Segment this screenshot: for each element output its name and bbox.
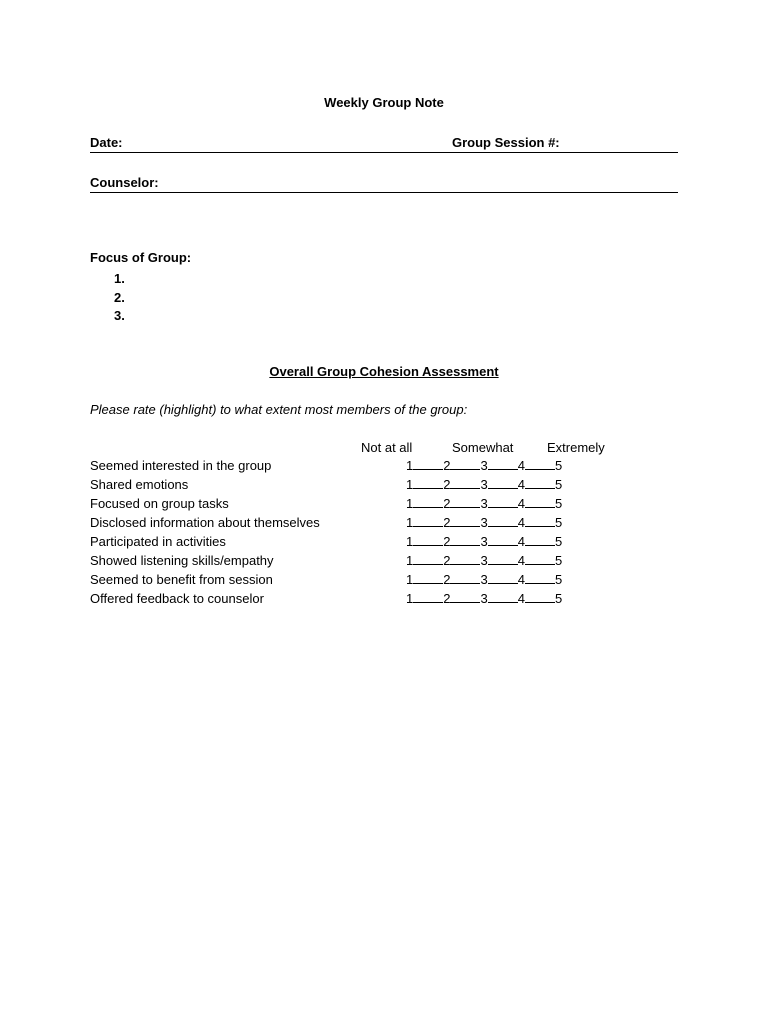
scale-blank-line	[413, 572, 443, 584]
rating-item-label: Disclosed information about themselves	[90, 515, 320, 530]
date-session-row	[90, 132, 678, 153]
rating-option[interactable]: 4	[517, 496, 525, 511]
scale-blank-line	[488, 515, 518, 527]
scale-blank-line	[525, 591, 555, 603]
scale-blank-line	[450, 477, 480, 489]
rating-option[interactable]: 1	[406, 515, 414, 530]
rating-option[interactable]: 3	[480, 553, 488, 568]
rating-scale[interactable]	[406, 515, 562, 530]
scale-blank-line	[525, 534, 555, 546]
rating-option[interactable]: 2	[443, 553, 451, 568]
scale-blank-line	[488, 534, 518, 546]
scale-blank-line	[450, 496, 480, 508]
scale-blank-line	[525, 458, 555, 470]
rating-scale[interactable]	[406, 477, 562, 492]
scale-blank-line	[450, 458, 480, 470]
rating-option[interactable]: 3	[480, 477, 488, 492]
scale-header-high: Extremely	[547, 440, 605, 455]
rating-item-label: Showed listening skills/empathy	[90, 553, 274, 568]
rating-item-label: Participated in activities	[90, 534, 226, 549]
focus-heading: Focus of Group:	[90, 250, 192, 265]
scale-blank-line	[488, 477, 518, 489]
rating-option[interactable]: 1	[406, 553, 414, 568]
rating-row	[0, 496, 768, 515]
scale-header-mid: Somewhat	[452, 440, 514, 455]
scale-blank-line	[413, 591, 443, 603]
rating-option[interactable]: 3	[480, 534, 488, 549]
rating-option[interactable]: 5	[554, 572, 563, 587]
rating-option[interactable]: 5	[554, 553, 563, 568]
rating-option[interactable]: 1	[406, 572, 414, 587]
rating-scale[interactable]	[406, 496, 562, 511]
rating-item-label: Seemed interested in the group	[90, 458, 272, 473]
rating-option[interactable]: 4	[517, 572, 525, 587]
scale-blank-line	[525, 572, 555, 584]
scale-blank-line	[488, 496, 518, 508]
document-title: Weekly Group Note	[324, 95, 444, 110]
rating-option[interactable]: 2	[443, 534, 451, 549]
rating-option[interactable]: 3	[480, 496, 488, 511]
scale-headers	[0, 440, 768, 458]
assessment-instructions: Please rate (highlight) to what extent most members of the group:	[90, 402, 468, 417]
rating-option[interactable]: 3	[480, 572, 488, 587]
rating-row	[0, 515, 768, 534]
rating-option[interactable]: 5	[554, 515, 563, 530]
focus-list	[114, 270, 125, 326]
rating-rows	[0, 458, 768, 610]
rating-item-label: Shared emotions	[90, 477, 189, 492]
rating-option[interactable]: 4	[517, 515, 525, 530]
rating-option[interactable]: 2	[443, 496, 451, 511]
rating-item-label: Focused on group tasks	[90, 496, 229, 511]
rating-row	[0, 477, 768, 496]
scale-blank-line	[450, 572, 480, 584]
rating-option[interactable]: 1	[406, 458, 414, 473]
scale-blank-line	[413, 458, 443, 470]
rating-scale[interactable]	[406, 591, 562, 606]
rating-option[interactable]: 4	[517, 553, 525, 568]
rating-option[interactable]: 4	[517, 477, 525, 492]
rating-option[interactable]: 1	[406, 534, 414, 549]
scale-blank-line	[450, 515, 480, 527]
rating-option[interactable]: 2	[443, 515, 451, 530]
rating-option[interactable]: 4	[517, 534, 525, 549]
rating-row	[0, 572, 768, 591]
scale-blank-line	[525, 553, 555, 565]
scale-blank-line	[488, 458, 518, 470]
scale-blank-line	[413, 553, 443, 565]
rating-option[interactable]: 2	[443, 591, 451, 606]
rating-option[interactable]: 2	[443, 477, 451, 492]
rating-row	[0, 534, 768, 553]
rating-option[interactable]: 5	[554, 591, 563, 606]
focus-item: 1.	[114, 271, 125, 286]
rating-option[interactable]: 5	[554, 534, 563, 549]
rating-option[interactable]: 1	[406, 477, 414, 492]
scale-blank-line	[525, 515, 555, 527]
rating-row	[0, 458, 768, 477]
scale-blank-line	[413, 515, 443, 527]
assessment-title: Overall Group Cohesion Assessment	[269, 364, 499, 379]
scale-blank-line	[488, 553, 518, 565]
scale-blank-line	[450, 591, 480, 603]
scale-blank-line	[413, 534, 443, 546]
rating-row	[0, 553, 768, 572]
scale-blank-line	[525, 477, 555, 489]
rating-row	[0, 591, 768, 610]
focus-item: 3.	[114, 308, 125, 323]
rating-scale[interactable]	[406, 458, 562, 473]
rating-option[interactable]: 2	[443, 572, 451, 587]
rating-option[interactable]: 5	[554, 496, 563, 511]
scale-blank-line	[450, 553, 480, 565]
rating-option[interactable]: 3	[480, 591, 488, 606]
rating-option[interactable]: 4	[517, 591, 525, 606]
scale-blank-line	[413, 477, 443, 489]
counselor-row	[90, 172, 678, 193]
scale-blank-line	[525, 496, 555, 508]
group-session-label: Group Session #:	[452, 135, 560, 150]
rating-scale[interactable]	[406, 572, 562, 587]
rating-option[interactable]: 5	[554, 458, 563, 473]
rating-option[interactable]: 1	[406, 496, 414, 511]
rating-option[interactable]: 3	[480, 515, 488, 530]
date-label: Date:	[90, 135, 123, 150]
rating-scale[interactable]	[406, 534, 562, 549]
scale-blank-line	[488, 591, 518, 603]
rating-option[interactable]: 1	[406, 591, 414, 606]
scale-blank-line	[413, 496, 443, 508]
rating-scale[interactable]	[406, 553, 562, 568]
rating-option[interactable]: 3	[480, 458, 488, 473]
focus-item: 2.	[114, 289, 125, 305]
rating-item-label: Offered feedback to counselor	[90, 591, 264, 606]
rating-item-label: Seemed to benefit from session	[90, 572, 273, 587]
scale-header-low: Not at all	[361, 440, 413, 455]
rating-option[interactable]: 5	[554, 477, 563, 492]
counselor-label: Counselor:	[90, 175, 159, 190]
rating-option[interactable]: 4	[517, 458, 525, 473]
scale-blank-line	[488, 572, 518, 584]
rating-option[interactable]: 2	[443, 458, 451, 473]
scale-blank-line	[450, 534, 480, 546]
